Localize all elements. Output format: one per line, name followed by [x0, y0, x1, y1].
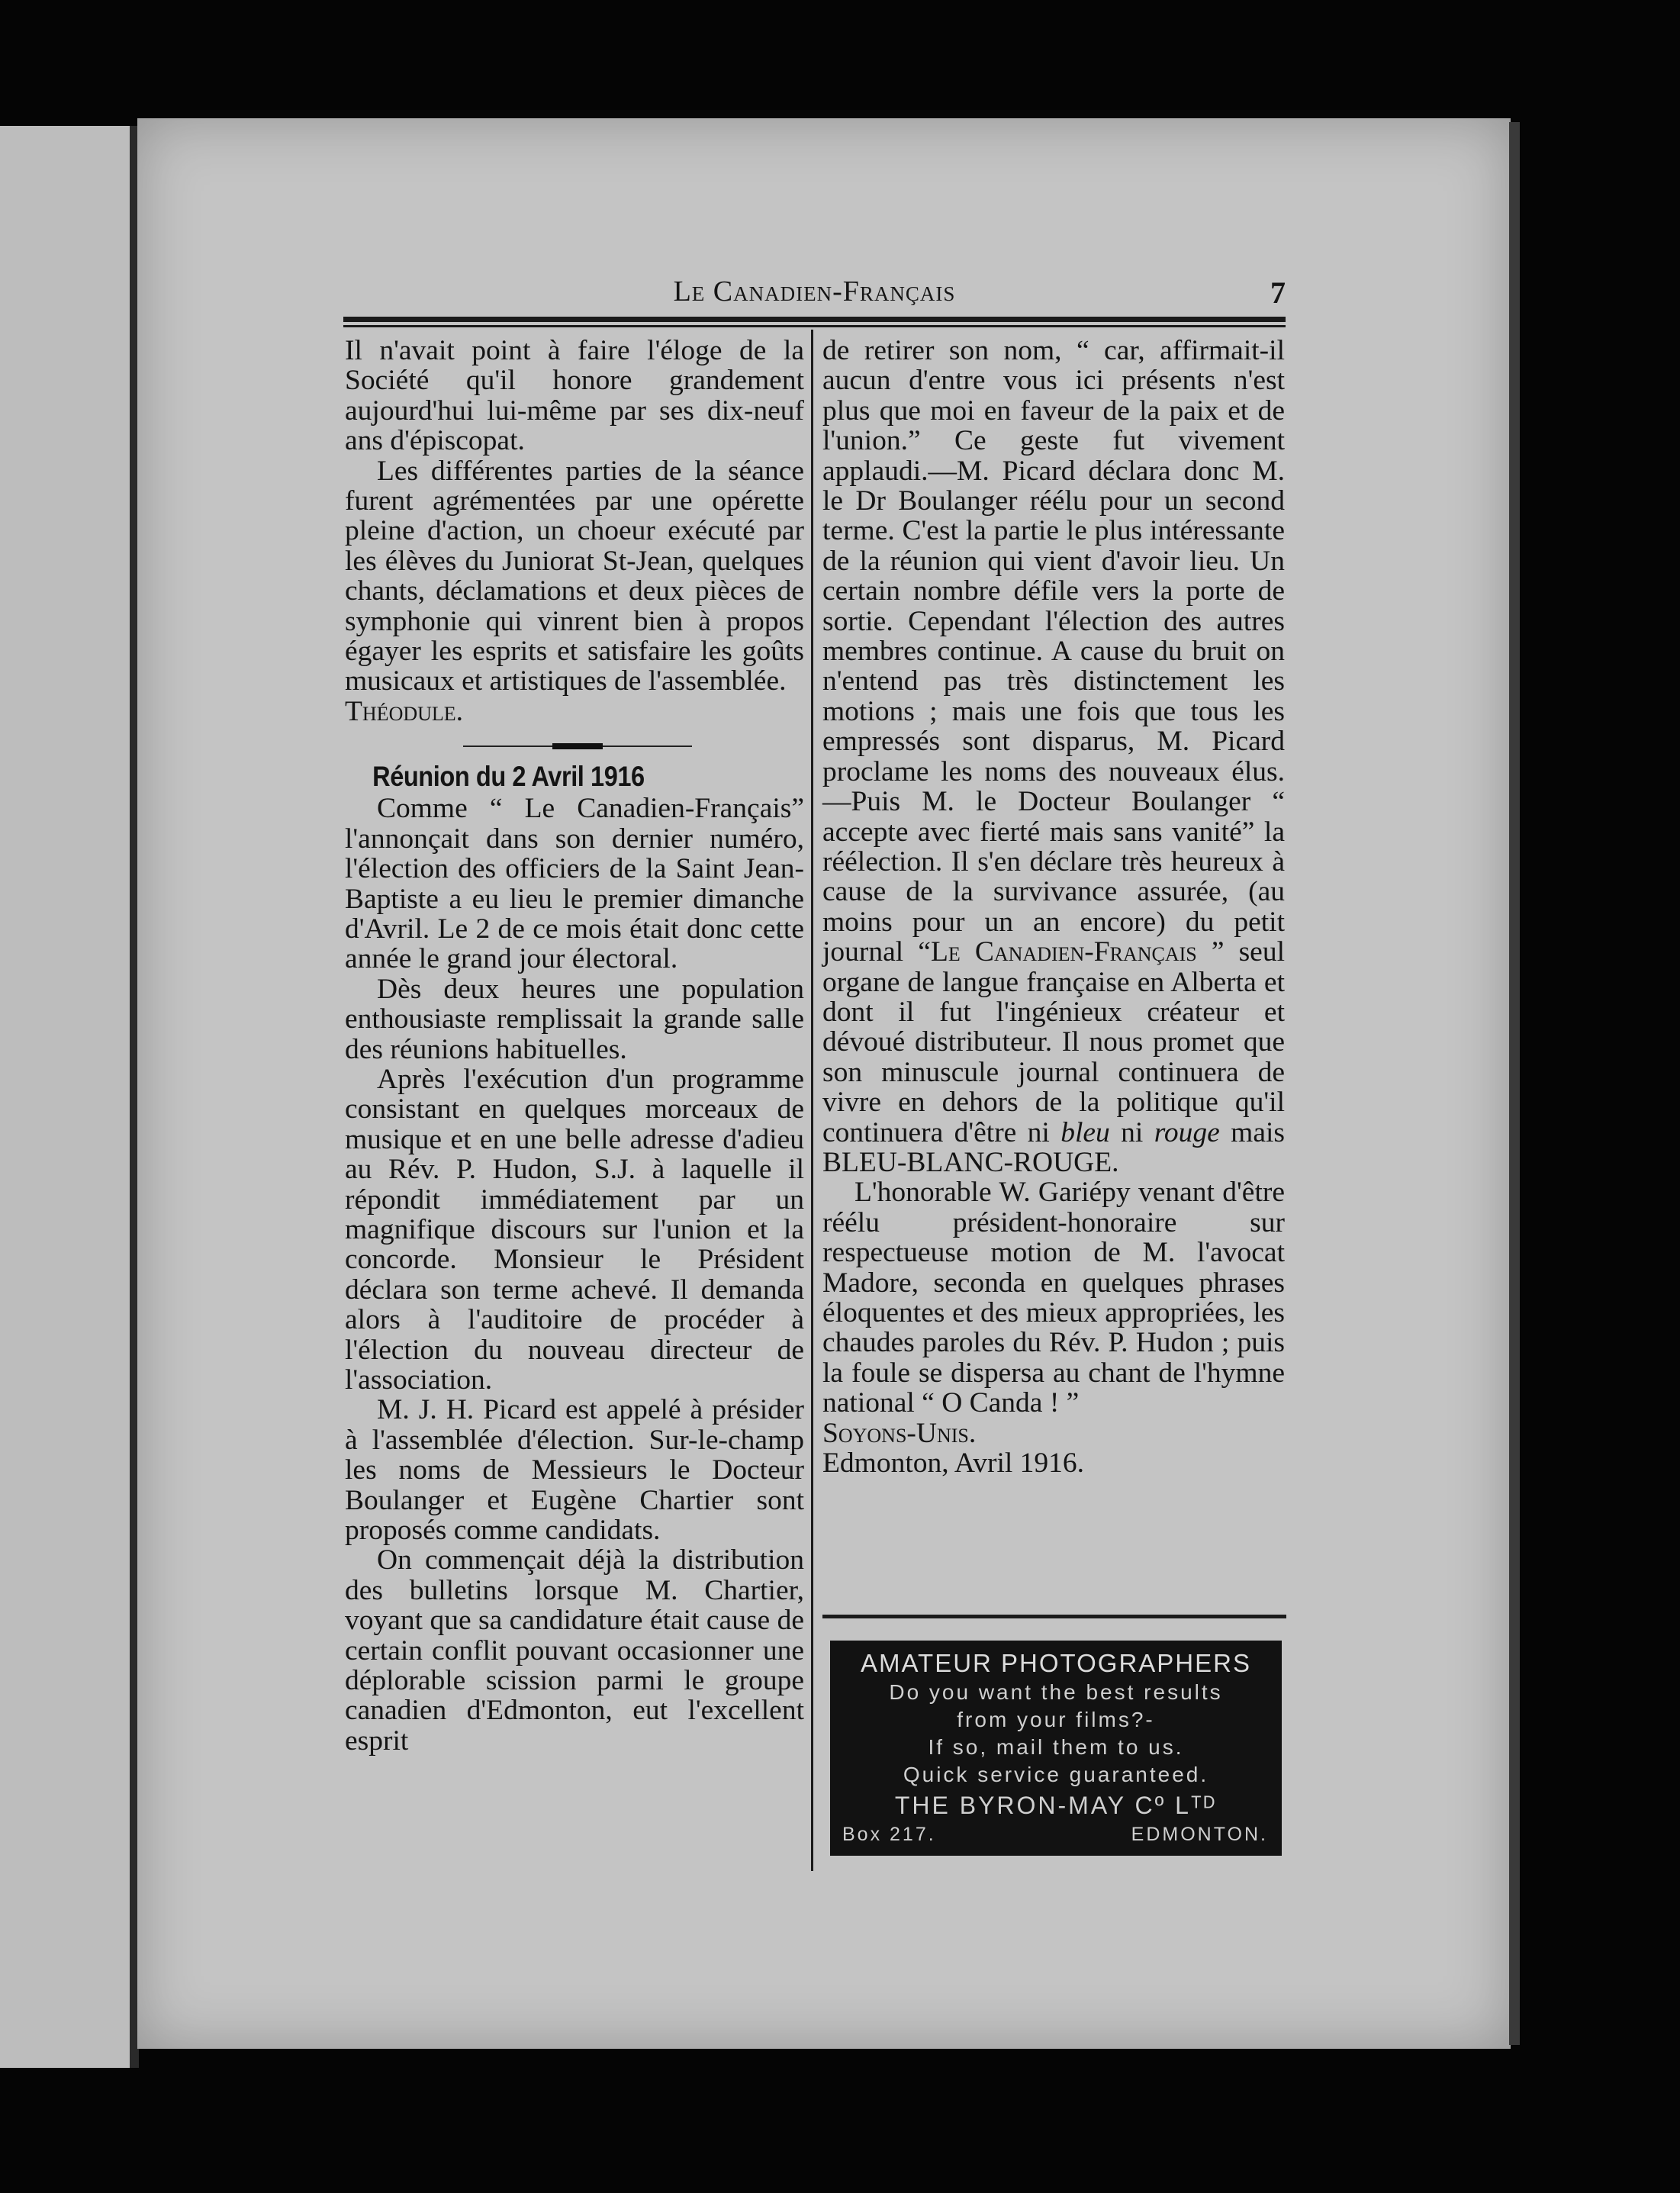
- article-separator: [345, 729, 804, 757]
- ad-line: If so, mail them to us.: [928, 1735, 1184, 1759]
- journal-name: Le Canadien-Français: [930, 936, 1197, 968]
- ad-city: EDMONTON.: [1131, 1824, 1268, 1845]
- page-edge: [1509, 122, 1520, 2045]
- italic-word: bleu: [1060, 1116, 1110, 1148]
- ad-line: Quick service guaranteed.: [903, 1763, 1209, 1786]
- article-signature: Théodule.: [345, 695, 464, 727]
- page-number: 7: [1270, 275, 1286, 310]
- separator-bar: [552, 743, 603, 749]
- header-rule-thin: [343, 325, 1286, 327]
- paragraph: Comme “ Le Canadien-Français” l'annonçait dans son dernier numéro, l'élection des officiers de la Saint Jean-Baptiste a eu lieu le premier dimanche d'Avril. Le 2 de ce mois était donc cette année le grand jour électoral.: [345, 793, 804, 975]
- ad-address: [830, 1821, 1282, 1848]
- article-signature: Soyons-Unis.: [822, 1417, 977, 1449]
- text-run: mais BLEU-BLANC-ROUGE.: [822, 1116, 1285, 1178]
- paragraph: Dès deux heures une population enthousiaste remplissait la grande salle des réunions habituelles.: [345, 973, 804, 1065]
- paragraph: L'honorable W. Gariépy venant d'être réélu président-honoraire sur respectueuse motion de M. l'avocat Madore, seconda en quelques phrases éloquentes et des mieux appropriées, les chaudes paroles du Rév. P. Hudon ; puis la foule se dispersa au chant de l'hymne national “ O Canda ! ”: [822, 1177, 1285, 1419]
- text-run: de retirer son nom, “ car, affirmait-il aucun d'entre vous ici présents n'est plus que moi en faveur de la paix et de l'union.” Ce geste fut vivement applaudi.—M. Picard déclara donc M. le Dr Boulanger réélu pour un second terme. C'est la partie le plus intéressante de la réunion qui vient d'avoir lieu. Un certain nombre défile vers la porte de sortie. Cependant l'élection des autres membres continue. A cause du bruit on n'entend pas très distinctement les motions ; mais une fois que tous les empressés sont disparus, M. Picard proclame les noms des nouveaux élus.—Puis M. le Docteur Boulanger “ accepte avec fierté mais sans vanité” la réélection. Il s'en déclare très heureux à cause de la survivance assurée, (au moins pour un an encore) du petit journal “: [822, 335, 1285, 968]
- text-run: ni: [1109, 1116, 1154, 1148]
- italic-word: rouge: [1154, 1116, 1220, 1148]
- paragraph: Il n'avait point à faire l'éloge de la Société qu'il honore grandement aujourd'hui lui-même par ses dix-neuf ans d'épiscopat.: [345, 335, 804, 457]
- paragraph: On commençait déjà la distribution des bulletins lorsque M. Chartier, voyant que sa candidature était cause de certain conflit pouvant occasionner une déplorable scission parmi le groupe canadien d'Edmonton, eut l'excellent esprit: [345, 1544, 804, 1757]
- ad-headline: AMATEUR PHOTOGRAPHERS: [860, 1649, 1251, 1677]
- header-rule: [343, 317, 1286, 322]
- ad-company: THE BYRON-MAY Cº Lᵀᴰ: [894, 1792, 1218, 1819]
- ad-rule: [822, 1615, 1286, 1618]
- ad-line: from your films?-: [957, 1708, 1155, 1731]
- paragraph: Les différentes parties de la séance furent agrémentées par une opérette pleine d'action, un choeur exécuté par les élèves du Juniorat St-Jean, quelques chants, déclamations et deux pièces de symphonie qui vinrent bien à propos égayer les esprits et satisfaire les goûts musicaux et artistiques de l'assemblée.: [345, 455, 804, 697]
- advertisement: [830, 1641, 1282, 1856]
- article-heading: Réunion du 2 Avril 1916: [372, 761, 645, 793]
- ad-line: Do you want the best results: [889, 1680, 1223, 1704]
- dateline: Edmonton, Avril 1916.: [822, 1448, 1085, 1480]
- left-column: [345, 336, 804, 1756]
- column-divider: [811, 330, 813, 1871]
- right-column: [822, 336, 1285, 1478]
- publication-title: Le Canadien-Français: [673, 275, 956, 308]
- text-run: ” seul organe de langue française en Alberta et dont il fut l'ingénieux créateur et dévoué distributeur. Il nous promet que son minuscule journal continuera de vivre en dehors de la politique qu'il continuera d'être ni: [822, 936, 1285, 1148]
- running-header: [343, 275, 1286, 313]
- paragraph: [822, 336, 1285, 1177]
- paragraph: Après l'exécution d'un programme consistant en quelques morceaux de musique et en une belle adresse d'adieu au Rév. P. Hudon, S.J. à laquelle il répondit immédiatement par un magnifique discours sur l'union et la concorde. Monsieur le Président déclara son terme achevé. Il demanda alors à l'auditoire de procéder à l'élection du nouveau directeur de l'association.: [345, 1063, 804, 1396]
- facing-page: [0, 126, 134, 2068]
- ad-box: Box 217.: [842, 1824, 936, 1845]
- paragraph: M. J. H. Picard est appelé à présider à l'assemblée d'élection. Sur-le-champ les noms de Messieurs le Docteur Boulanger et Eugène Chartier sont proposés comme candidats.: [345, 1394, 804, 1547]
